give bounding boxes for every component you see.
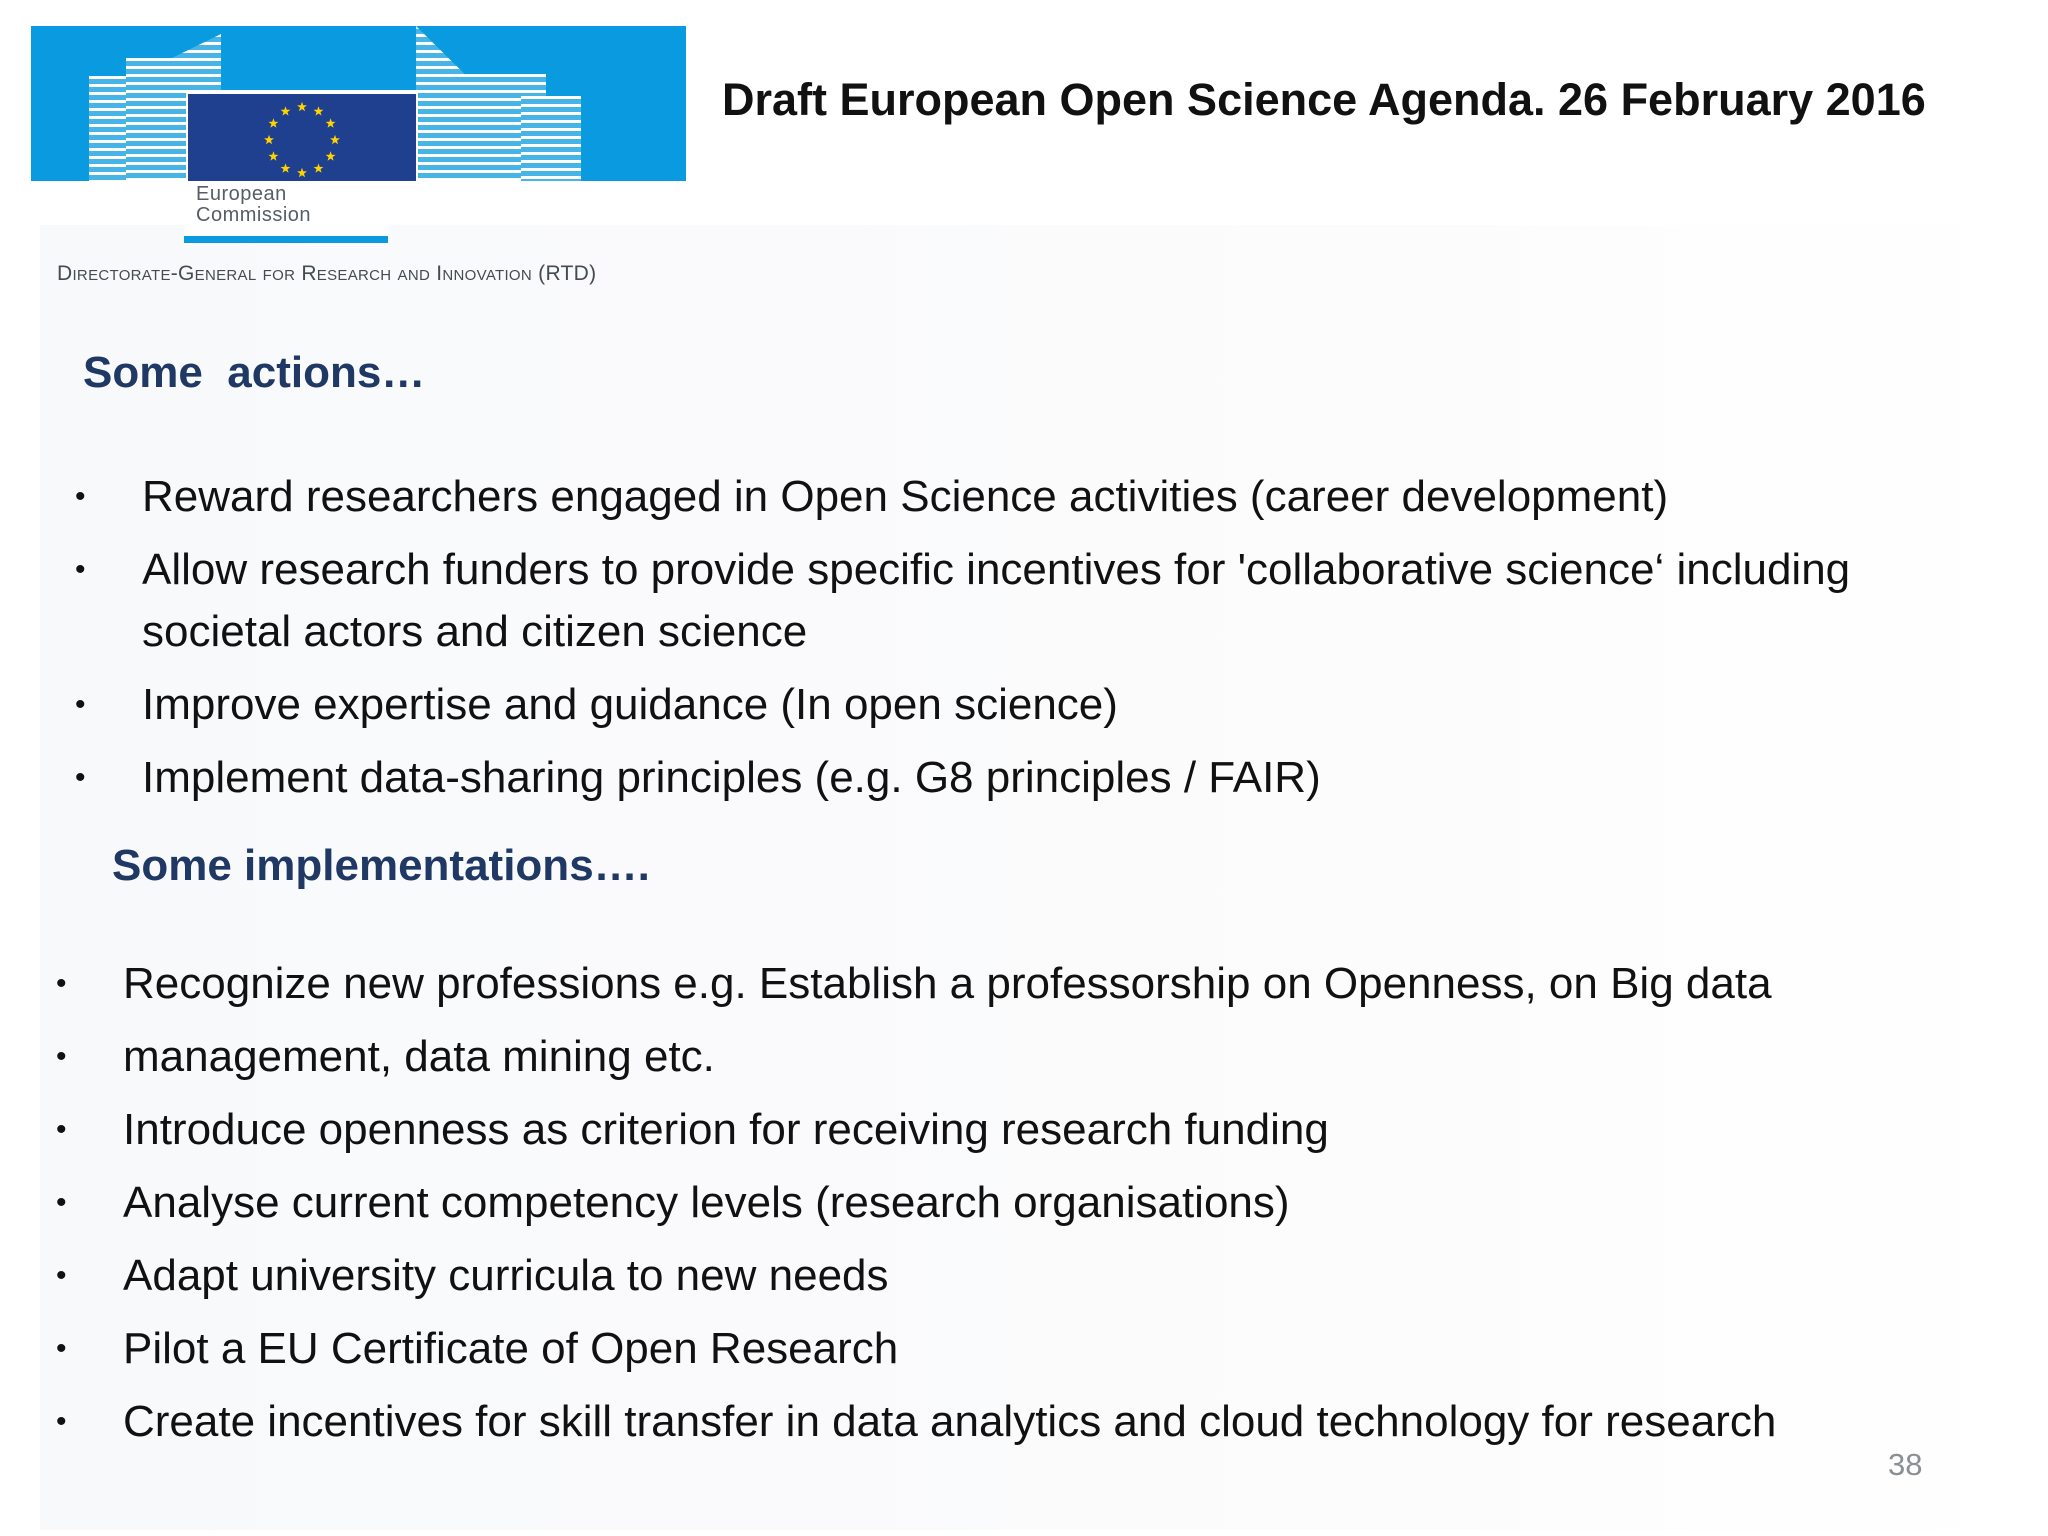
list-item-text: Recognize new professions e.g. Establish a professorship on Openness, on Big data xyxy=(123,959,1772,1008)
eu-star-icon xyxy=(297,168,307,177)
list-item xyxy=(56,953,1976,1015)
list-item-text: Introduce openness as criterion for receiving research funding xyxy=(123,1105,1329,1154)
eu-star-icon xyxy=(314,106,324,115)
bullet-icon: • xyxy=(75,688,86,721)
list-item-text: Improve expertise and guidance (In open science) xyxy=(142,680,1118,729)
eu-star-icon xyxy=(268,151,278,160)
list-item xyxy=(75,674,1855,736)
list-item xyxy=(56,1172,1976,1234)
list-item xyxy=(75,747,1855,809)
european-commission-logo xyxy=(31,26,686,181)
bullet-icon: • xyxy=(75,480,86,513)
list-item-text: Create incentives for skill transfer in data analytics and cloud technology for research xyxy=(123,1397,1777,1446)
bullet-icon: • xyxy=(56,1186,67,1219)
actions-list xyxy=(75,466,1855,820)
eu-star-icon xyxy=(326,151,336,160)
eu-star-icon xyxy=(281,163,291,172)
list-item xyxy=(75,466,1855,528)
list-item-text: management, data mining etc. xyxy=(123,1032,715,1081)
eu-star-icon xyxy=(330,135,340,144)
list-item xyxy=(56,1245,1976,1307)
eu-star-icon xyxy=(297,102,307,111)
list-item xyxy=(56,1391,1976,1453)
eu-star-icon xyxy=(281,106,291,115)
logo-caption-line-2: Commission xyxy=(196,204,312,226)
list-item xyxy=(56,1318,1976,1380)
bullet-icon: • xyxy=(56,1259,67,1292)
slide-title: Draft European Open Science Agenda. 26 February 2016 xyxy=(722,74,1926,125)
list-item-text: Pilot a EU Certificate of Open Research xyxy=(123,1324,899,1373)
actions-heading: Some actions… xyxy=(83,348,426,397)
bullet-icon: • xyxy=(56,1332,67,1365)
directorate-text: Directorate-General for Research and Innovation (RTD) xyxy=(57,262,597,285)
list-item xyxy=(56,1026,1976,1088)
bullet-icon: • xyxy=(75,553,86,586)
bullet-icon: • xyxy=(56,1113,67,1146)
list-item-text: Reward researchers engaged in Open Science activities (career development) xyxy=(142,472,1669,521)
list-item-text: Allow research funders to provide specific incentives for 'collaborative science‘ including societal actors and citizen science xyxy=(142,545,1851,656)
list-item-text: Implement data-sharing principles (e.g. G8 principles / FAIR) xyxy=(142,753,1321,802)
building-stripes-graphic xyxy=(521,96,581,181)
bullet-icon: • xyxy=(56,967,67,1000)
logo-underline-bar xyxy=(184,236,388,243)
directorate-name xyxy=(57,262,596,286)
page-number: 38 xyxy=(1888,1447,1923,1482)
list-item-text: Analyse current competency levels (research organisations) xyxy=(123,1178,1290,1227)
implementations-list xyxy=(56,953,1976,1464)
eu-star-icon xyxy=(268,118,278,127)
logo-caption-line-1: European xyxy=(196,183,287,205)
eu-stars-icon xyxy=(259,97,345,181)
bullet-icon: • xyxy=(75,761,86,794)
implementations-heading: Some implementations…. xyxy=(112,841,650,890)
bullet-icon: • xyxy=(56,1040,67,1073)
eu-star-icon xyxy=(326,118,336,127)
list-item-text: Adapt university curricula to new needs xyxy=(123,1251,889,1300)
eu-star-icon xyxy=(314,163,324,172)
eu-flag-icon xyxy=(186,90,418,181)
list-item xyxy=(75,539,1855,663)
eu-star-icon xyxy=(264,135,274,144)
bullet-icon: • xyxy=(56,1405,67,1438)
list-item xyxy=(56,1099,1976,1161)
